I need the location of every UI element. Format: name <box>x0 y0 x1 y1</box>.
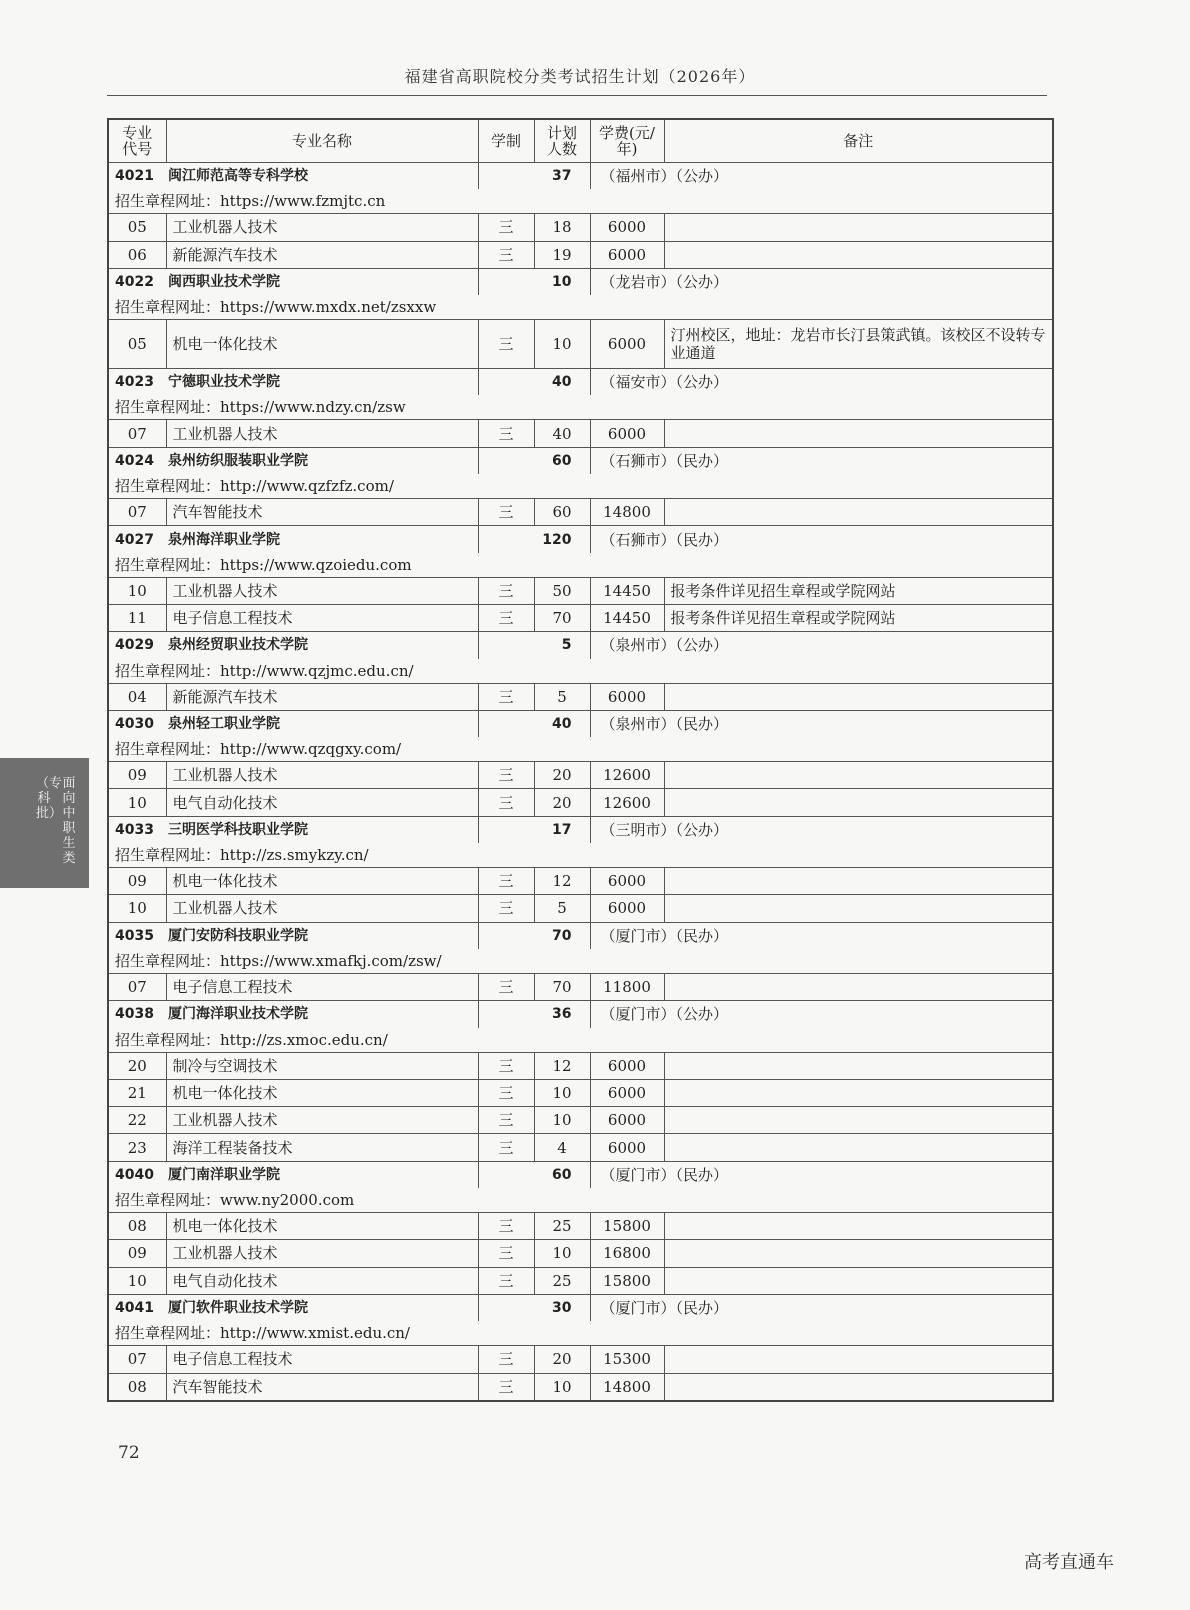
school-url: 招生章程网址：https://www.qzoiedu.com <box>108 553 1053 578</box>
school-code: 4035 <box>115 927 154 944</box>
school-url-row <box>108 189 1053 214</box>
school-row <box>108 710 1053 737</box>
school-cell <box>108 447 478 474</box>
major-note <box>664 868 1053 895</box>
major-name: 工业机器人技术 <box>166 1240 478 1267</box>
major-row <box>108 683 1053 710</box>
major-code: 07 <box>108 973 166 1000</box>
school-url: 招生章程网址：http://zs.xmoc.edu.cn/ <box>108 1028 1053 1053</box>
school-row <box>108 268 1053 295</box>
school-url-row <box>108 843 1053 868</box>
major-note <box>664 1240 1053 1267</box>
enrollment-plan-table <box>107 118 1054 1402</box>
major-name: 工业机器人技术 <box>166 1107 478 1134</box>
page-header-title: 福建省高职院校分类考试招生计划（2026年） <box>404 67 756 86</box>
school-name: 厦门南洋职业学院 <box>167 1166 280 1183</box>
major-plan-count: 4 <box>534 1134 590 1161</box>
major-code: 09 <box>108 1240 166 1267</box>
major-row <box>108 1079 1053 1106</box>
major-code: 07 <box>108 499 166 526</box>
major-row <box>108 577 1053 604</box>
major-code: 11 <box>108 604 166 631</box>
major-name: 制冷与空调技术 <box>166 1052 478 1079</box>
school-plan-value: 10 <box>552 274 572 291</box>
major-code: 09 <box>108 868 166 895</box>
school-remark: （厦门市）（民办） <box>590 1294 1053 1321</box>
major-code: 07 <box>108 420 166 447</box>
watermark-text: 高考直通车 <box>1024 1552 1114 1573</box>
school-url: 招生章程网址：http://www.qzfzfz.com/ <box>108 474 1053 499</box>
school-cell <box>108 1001 478 1028</box>
major-plan-count: 19 <box>534 241 590 268</box>
school-url: 招生章程网址：http://zs.smykzy.cn/ <box>108 843 1053 868</box>
major-code: 06 <box>108 241 166 268</box>
major-duration: 三 <box>478 789 534 816</box>
school-plan-count <box>478 1161 590 1188</box>
major-row <box>108 1107 1053 1134</box>
school-plan-count <box>478 1001 590 1028</box>
major-row <box>108 1052 1053 1079</box>
school-plan-count <box>478 710 590 737</box>
school-code: 4023 <box>115 374 154 391</box>
major-duration: 三 <box>478 1134 534 1161</box>
major-duration: 三 <box>478 1373 534 1401</box>
header-plan-count: 计划人数 <box>534 119 590 163</box>
school-url-row <box>108 737 1053 762</box>
school-cell <box>108 922 478 949</box>
major-row <box>108 1213 1053 1240</box>
major-code: 10 <box>108 895 166 922</box>
major-name: 工业机器人技术 <box>166 420 478 447</box>
major-tuition: 6000 <box>590 241 664 268</box>
school-remark: （三明市）（公办） <box>590 816 1053 843</box>
major-tuition: 6000 <box>590 1134 664 1161</box>
major-code: 05 <box>108 214 166 241</box>
major-row <box>108 604 1053 631</box>
school-plan-count <box>478 922 590 949</box>
school-name: 宁德职业技术学院 <box>167 374 280 391</box>
major-tuition: 6000 <box>590 1107 664 1134</box>
school-name: 厦门安防科技职业学院 <box>167 927 308 944</box>
school-row <box>108 447 1053 474</box>
major-note <box>664 683 1053 710</box>
major-row <box>108 762 1053 789</box>
school-code: 4030 <box>115 716 154 732</box>
major-note <box>664 895 1053 922</box>
school-row <box>108 922 1053 949</box>
school-plan-value: 40 <box>552 374 572 391</box>
major-name: 工业机器人技术 <box>166 762 478 789</box>
school-url-row <box>108 295 1053 320</box>
major-tuition: 6000 <box>590 1052 664 1079</box>
major-row <box>108 499 1053 526</box>
major-duration: 三 <box>478 241 534 268</box>
school-cell <box>108 632 478 659</box>
school-url-row <box>108 1321 1053 1346</box>
major-duration: 三 <box>478 868 534 895</box>
major-note <box>664 789 1053 816</box>
school-cell <box>108 1161 478 1188</box>
school-cell <box>108 710 478 737</box>
major-row <box>108 789 1053 816</box>
major-tuition: 12600 <box>590 789 664 816</box>
major-note: 汀州校区，地址：龙岩市长汀县策武镇。该校区不设转专业通道 <box>664 320 1053 369</box>
major-row <box>108 320 1053 369</box>
school-cell <box>108 816 478 843</box>
major-tuition: 6000 <box>590 868 664 895</box>
school-url-row <box>108 553 1053 578</box>
school-url-row <box>108 474 1053 499</box>
major-tuition: 14800 <box>590 1373 664 1401</box>
major-plan-count: 70 <box>534 973 590 1000</box>
major-plan-count: 20 <box>534 1346 590 1373</box>
major-note <box>664 1267 1053 1294</box>
school-url: 招生章程网址：https://www.xmafkj.com/zsw/ <box>108 949 1053 974</box>
school-remark: （泉州市）（公办） <box>590 632 1053 659</box>
major-plan-count: 25 <box>534 1267 590 1294</box>
school-remark: （福州市）（公办） <box>590 163 1053 190</box>
school-url: 招生章程网址：www.ny2000.com <box>108 1188 1053 1213</box>
side-tab-line2: （专科批） <box>36 776 63 821</box>
school-plan-count <box>478 163 590 190</box>
school-remark: （石狮市）（民办） <box>590 447 1053 474</box>
school-plan-count <box>478 369 590 396</box>
major-row <box>108 973 1053 1000</box>
major-note <box>664 973 1053 1000</box>
school-code: 4029 <box>115 637 154 654</box>
major-plan-count: 25 <box>534 1213 590 1240</box>
school-plan-value: 37 <box>552 168 572 185</box>
school-code: 4033 <box>115 821 154 838</box>
major-duration: 三 <box>478 420 534 447</box>
header-duration: 学制 <box>478 119 534 163</box>
side-tab-line1: 面向中职生类 <box>62 776 76 866</box>
school-remark: （石狮市）（民办） <box>590 526 1053 553</box>
major-duration: 三 <box>478 1213 534 1240</box>
major-tuition: 6000 <box>590 895 664 922</box>
school-plan-value: 120 <box>542 531 572 548</box>
school-url-row <box>108 1188 1053 1213</box>
school-name: 三明医学科技职业学院 <box>167 821 308 838</box>
school-name: 泉州海洋职业学院 <box>167 531 280 548</box>
major-row <box>108 1134 1053 1161</box>
major-tuition: 11800 <box>590 973 664 1000</box>
school-code: 4041 <box>115 1300 154 1317</box>
major-tuition: 12600 <box>590 762 664 789</box>
major-plan-count: 70 <box>534 604 590 631</box>
major-row <box>108 214 1053 241</box>
school-code: 4021 <box>115 168 154 185</box>
major-tuition: 6000 <box>590 1079 664 1106</box>
major-duration: 三 <box>478 895 534 922</box>
school-plan-value: 70 <box>552 927 572 944</box>
side-section-tab <box>0 758 89 888</box>
school-plan-value: 60 <box>552 1166 572 1183</box>
major-duration: 三 <box>478 320 534 369</box>
page-number: 72 <box>118 1443 140 1463</box>
major-code: 23 <box>108 1134 166 1161</box>
major-row <box>108 868 1053 895</box>
school-plan-count <box>478 268 590 295</box>
school-cell <box>108 526 478 553</box>
major-note: 报考条件详见招生章程或学院网站 <box>664 604 1053 631</box>
major-plan-count: 20 <box>534 789 590 816</box>
major-code: 22 <box>108 1107 166 1134</box>
major-name: 电气自动化技术 <box>166 789 478 816</box>
major-note <box>664 241 1053 268</box>
major-code: 10 <box>108 1267 166 1294</box>
school-plan-count <box>478 816 590 843</box>
major-duration: 三 <box>478 1079 534 1106</box>
major-code: 10 <box>108 789 166 816</box>
major-name: 电子信息工程技术 <box>166 1346 478 1373</box>
major-duration: 三 <box>478 1240 534 1267</box>
major-note <box>664 1052 1053 1079</box>
major-row <box>108 1267 1053 1294</box>
major-plan-count: 10 <box>534 1373 590 1401</box>
major-note <box>664 214 1053 241</box>
major-duration: 三 <box>478 973 534 1000</box>
school-remark: （厦门市）（民办） <box>590 1161 1053 1188</box>
school-row <box>108 163 1053 190</box>
school-row <box>108 526 1053 553</box>
major-name: 工业机器人技术 <box>166 214 478 241</box>
school-plan-value: 60 <box>552 452 572 469</box>
school-row <box>108 369 1053 396</box>
major-code: 05 <box>108 320 166 369</box>
header-major-name: 专业名称 <box>166 119 478 163</box>
school-plan-value: 5 <box>561 637 572 654</box>
major-plan-count: 20 <box>534 762 590 789</box>
major-duration: 三 <box>478 1346 534 1373</box>
school-plan-count <box>478 632 590 659</box>
major-plan-count: 10 <box>534 1079 590 1106</box>
major-name: 电气自动化技术 <box>166 1267 478 1294</box>
school-remark: （福安市）（公办） <box>590 369 1053 396</box>
major-code: 08 <box>108 1213 166 1240</box>
major-note <box>664 1213 1053 1240</box>
header-remarks: 备注 <box>664 119 1053 163</box>
major-tuition: 6000 <box>590 320 664 369</box>
major-tuition: 15800 <box>590 1267 664 1294</box>
school-remark: （厦门市）（民办） <box>590 922 1053 949</box>
major-duration: 三 <box>478 604 534 631</box>
major-row <box>108 1373 1053 1401</box>
school-row <box>108 1001 1053 1028</box>
major-name: 汽车智能技术 <box>166 1373 478 1401</box>
table-header-row <box>108 119 1053 163</box>
school-cell <box>108 369 478 396</box>
school-url: 招生章程网址：http://www.qzqgxy.com/ <box>108 737 1053 762</box>
school-cell <box>108 268 478 295</box>
major-name: 电子信息工程技术 <box>166 973 478 1000</box>
school-url-row <box>108 659 1053 684</box>
major-tuition: 6000 <box>590 214 664 241</box>
school-remark: （龙岩市）（公办） <box>590 268 1053 295</box>
major-row <box>108 1240 1053 1267</box>
major-code: 08 <box>108 1373 166 1401</box>
school-name: 厦门软件职业技术学院 <box>167 1300 308 1317</box>
header-rule <box>107 95 1047 96</box>
school-remark: （泉州市）（民办） <box>590 710 1053 737</box>
major-code: 21 <box>108 1079 166 1106</box>
major-name: 电子信息工程技术 <box>166 604 478 631</box>
major-plan-count: 10 <box>534 1240 590 1267</box>
major-row <box>108 1346 1053 1373</box>
major-tuition: 6000 <box>590 683 664 710</box>
school-url: 招生章程网址：https://www.ndzy.cn/zsw <box>108 395 1053 420</box>
major-name: 工业机器人技术 <box>166 895 478 922</box>
major-plan-count: 40 <box>534 420 590 447</box>
school-url: 招生章程网址：https://www.mxdx.net/zsxxw <box>108 295 1053 320</box>
school-code: 4040 <box>115 1166 154 1183</box>
major-note <box>664 1134 1053 1161</box>
school-name: 泉州轻工职业学院 <box>167 716 280 732</box>
table-body <box>108 163 1053 1401</box>
school-url: 招生章程网址：http://www.xmist.edu.cn/ <box>108 1321 1053 1346</box>
school-url-row <box>108 1028 1053 1053</box>
school-plan-value: 30 <box>552 1300 572 1317</box>
school-url: 招生章程网址：https://www.fzmjtc.cn <box>108 189 1053 214</box>
school-code: 4027 <box>115 531 154 548</box>
major-tuition: 15800 <box>590 1213 664 1240</box>
major-duration: 三 <box>478 499 534 526</box>
major-plan-count: 10 <box>534 320 590 369</box>
major-duration: 三 <box>478 683 534 710</box>
major-tuition: 16800 <box>590 1240 664 1267</box>
header-tuition: 学费(元/年) <box>590 119 664 163</box>
major-row <box>108 241 1053 268</box>
major-name: 新能源汽车技术 <box>166 241 478 268</box>
major-duration: 三 <box>478 1267 534 1294</box>
major-code: 09 <box>108 762 166 789</box>
major-tuition: 14800 <box>590 499 664 526</box>
school-code: 4024 <box>115 452 154 469</box>
major-row <box>108 420 1053 447</box>
school-plan-value: 36 <box>552 1006 572 1023</box>
school-row <box>108 1294 1053 1321</box>
major-plan-count: 5 <box>534 895 590 922</box>
major-plan-count: 5 <box>534 683 590 710</box>
major-plan-count: 12 <box>534 868 590 895</box>
school-url-row <box>108 395 1053 420</box>
school-row <box>108 632 1053 659</box>
major-name: 机电一体化技术 <box>166 320 478 369</box>
major-plan-count: 60 <box>534 499 590 526</box>
major-note <box>664 1079 1053 1106</box>
school-name: 厦门海洋职业技术学院 <box>167 1006 308 1023</box>
major-duration: 三 <box>478 577 534 604</box>
school-plan-count <box>478 1294 590 1321</box>
major-name: 工业机器人技术 <box>166 577 478 604</box>
major-tuition: 14450 <box>590 604 664 631</box>
major-tuition: 6000 <box>590 420 664 447</box>
major-code: 10 <box>108 577 166 604</box>
school-row <box>108 816 1053 843</box>
major-duration: 三 <box>478 214 534 241</box>
major-note <box>664 1373 1053 1401</box>
header-major-code: 专业代号 <box>108 119 166 163</box>
major-plan-count: 10 <box>534 1107 590 1134</box>
major-code: 07 <box>108 1346 166 1373</box>
school-code: 4038 <box>115 1006 154 1023</box>
major-plan-count: 18 <box>534 214 590 241</box>
school-cell <box>108 1294 478 1321</box>
major-name: 机电一体化技术 <box>166 1079 478 1106</box>
major-duration: 三 <box>478 762 534 789</box>
major-name: 海洋工程装备技术 <box>166 1134 478 1161</box>
school-name: 闽西职业技术学院 <box>167 274 280 291</box>
major-code: 04 <box>108 683 166 710</box>
major-name: 机电一体化技术 <box>166 1213 478 1240</box>
major-plan-count: 12 <box>534 1052 590 1079</box>
major-plan-count: 50 <box>534 577 590 604</box>
school-url-row <box>108 949 1053 974</box>
major-name: 机电一体化技术 <box>166 868 478 895</box>
major-duration: 三 <box>478 1107 534 1134</box>
school-row <box>108 1161 1053 1188</box>
major-tuition: 14450 <box>590 577 664 604</box>
school-name: 泉州经贸职业技术学院 <box>167 637 308 654</box>
major-note <box>664 1107 1053 1134</box>
major-name: 新能源汽车技术 <box>166 683 478 710</box>
major-code: 20 <box>108 1052 166 1079</box>
school-plan-value: 40 <box>552 716 572 732</box>
major-note <box>664 762 1053 789</box>
school-remark: （厦门市）（公办） <box>590 1001 1053 1028</box>
major-note <box>664 420 1053 447</box>
major-note: 报考条件详见招生章程或学院网站 <box>664 577 1053 604</box>
school-cell <box>108 163 478 190</box>
major-name: 汽车智能技术 <box>166 499 478 526</box>
major-note <box>664 1346 1053 1373</box>
school-name: 闽江师范高等专科学校 <box>167 168 308 185</box>
major-duration: 三 <box>478 1052 534 1079</box>
school-plan-value: 17 <box>552 821 572 838</box>
school-name: 泉州纺织服装职业学院 <box>167 452 308 469</box>
school-plan-count <box>478 526 590 553</box>
major-row <box>108 895 1053 922</box>
major-note <box>664 499 1053 526</box>
school-code: 4022 <box>115 274 154 291</box>
major-tuition: 15300 <box>590 1346 664 1373</box>
school-url: 招生章程网址：http://www.qzjmc.edu.cn/ <box>108 659 1053 684</box>
school-plan-count <box>478 447 590 474</box>
